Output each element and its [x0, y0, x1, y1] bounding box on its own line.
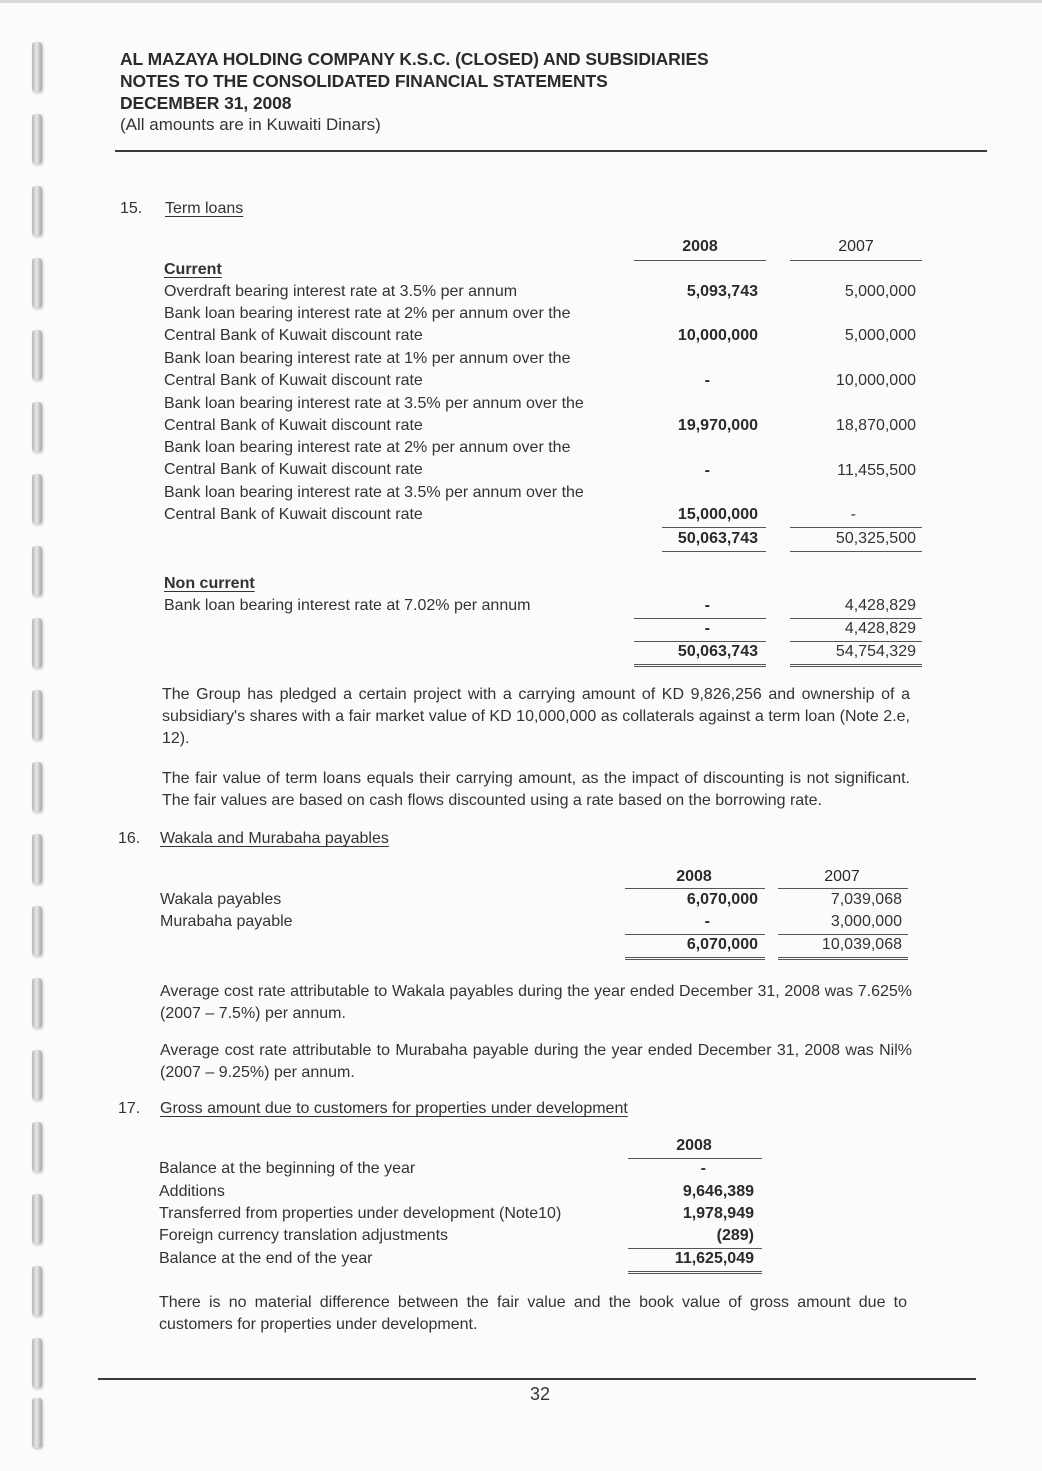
note-16-title: Wakala and Murabaha payables: [160, 830, 389, 847]
current-heading: Current: [164, 261, 222, 278]
note-16-year-2007: 2007: [824, 868, 860, 885]
note-15-year-2007: 2007: [838, 238, 874, 255]
loan-label: Central Bank of Kuwait discount rate: [164, 506, 423, 523]
movement-value: 1,978,949: [682, 1205, 754, 1222]
movement-value: 11,625,049: [674, 1250, 754, 1267]
note-16-wakala-paragraph: Average cost rate attributable to Wakala payables during the year ended December 31, 2008 was 7.625% (2007 – 7.5%) per annum.: [160, 983, 912, 1022]
document-header: [120, 48, 709, 136]
binding-hole: [32, 1050, 42, 1100]
noncurrent-value-2008: -: [704, 597, 710, 614]
subtotal-rule: [625, 934, 765, 935]
movement-label: Balance at the beginning of the year: [159, 1160, 416, 1177]
loan-label: Central Bank of Kuwait discount rate: [164, 372, 423, 389]
loan-label: Central Bank of Kuwait discount rate: [164, 327, 423, 344]
loan-label: Central Bank of Kuwait discount rate: [164, 461, 423, 478]
column-rule: [634, 260, 766, 261]
loan-label: Overdraft bearing interest rate at 3.5% per annum: [164, 283, 518, 300]
double-rule: [790, 664, 922, 667]
column-rule: [790, 260, 922, 261]
binding-hole: [32, 474, 42, 524]
note-15-year-2008: 2008: [682, 238, 718, 255]
grand-total-2008: 50,063,743: [677, 643, 758, 660]
loan-value-2007: 5,000,000: [844, 327, 916, 344]
noncurrent-heading: Non current: [164, 575, 255, 592]
page-number: 32: [529, 1384, 551, 1404]
currency-note: (All amounts are in Kuwaiti Dinars): [120, 115, 381, 134]
binding-hole: [32, 402, 42, 452]
note-17-paragraph: There is no material difference between the fair value and the book value of gross amount due to customers for properties under development.: [159, 1294, 907, 1333]
loan-value-2008: -: [704, 462, 710, 479]
movement-value: 9,646,389: [682, 1183, 754, 1200]
subtotal-rule: [790, 527, 922, 528]
noncurrent-label: Bank loan bearing interest rate at 7.02% per annum: [164, 597, 531, 614]
double-rule: [634, 664, 766, 667]
murabaha-label: Murabaha payable: [160, 913, 293, 930]
double-rule: [628, 1271, 762, 1274]
binding-hole: [32, 1398, 42, 1448]
loan-value-2007: 11,455,500: [837, 462, 916, 479]
loan-value-2007: 10,000,000: [835, 372, 916, 389]
binding-hole: [32, 1122, 42, 1172]
double-rule: [625, 957, 765, 960]
wakala-value-2007: 7,039,068: [830, 891, 902, 908]
loan-value-2008: 10,000,000: [677, 327, 758, 344]
loan-label: Central Bank of Kuwait discount rate: [164, 417, 423, 434]
top-edge: [0, 0, 1042, 3]
current-total-2007: 50,325,500: [835, 530, 916, 547]
grand-total-2007: 54,754,329: [835, 643, 916, 660]
binding-hole: [32, 186, 42, 236]
noncurrent-total-2008: -: [704, 620, 710, 637]
note-17-number: 17.: [118, 1100, 141, 1117]
loan-label: Bank loan bearing interest rate at 2% per annum over the: [164, 305, 571, 322]
movement-label: Foreign currency translation adjustments: [159, 1227, 449, 1244]
binding-hole: [32, 978, 42, 1028]
total-rule: [662, 551, 766, 552]
subtotal-rule: [628, 1248, 762, 1249]
loan-value-2007: 5,000,000: [844, 283, 916, 300]
binding-hole: [32, 906, 42, 956]
loan-value-2007: -: [850, 506, 856, 523]
movement-value: (289): [716, 1227, 754, 1244]
binding-hole: [32, 1194, 42, 1244]
noncurrent-value-2007: 4,428,829: [844, 597, 916, 614]
note-17-title: Gross amount due to customers for properties under development: [160, 1100, 628, 1117]
movement-value: -: [700, 1160, 706, 1177]
movement-label: Balance at the end of the year: [159, 1250, 373, 1267]
column-rule: [625, 888, 765, 889]
current-total-2008: 50,063,743: [677, 530, 758, 547]
wakala-value-2008: 6,070,000: [686, 891, 758, 908]
double-rule: [778, 957, 908, 960]
loan-value-2008: 19,970,000: [677, 417, 758, 434]
binding-hole: [32, 762, 42, 812]
company-name: AL MAZAYA HOLDING COMPANY K.S.C. (CLOSED) AND SUBSIDIARIES: [120, 49, 709, 69]
note-16-total-2007: 10,039,068: [821, 936, 902, 953]
loan-value-2008: 15,000,000: [677, 506, 758, 523]
binding-hole: [32, 114, 42, 164]
document-title: NOTES TO THE CONSOLIDATED FINANCIAL STATEMENTS: [120, 71, 608, 91]
column-rule: [628, 1158, 762, 1159]
header-rule: [115, 150, 987, 152]
loan-value-2008: 5,093,743: [686, 283, 758, 300]
binding-hole: [32, 1266, 42, 1316]
binding-hole: [32, 42, 42, 92]
binding-hole: [32, 834, 42, 884]
footer-rule: [98, 1378, 976, 1380]
binding-hole: [32, 546, 42, 596]
noncurrent-total-2007: 4,428,829: [844, 620, 916, 637]
movement-label: Transferred from properties under development (Note10): [159, 1205, 562, 1222]
murabaha-value-2008: -: [704, 913, 710, 930]
note-16-year-2008: 2008: [676, 868, 712, 885]
binding-hole: [32, 258, 42, 308]
note-16-murabaha-paragraph: Average cost rate attributable to Murabaha payable during the year ended December 31, 2008 was Nil% (2007 – 9.25%) per annum.: [160, 1042, 912, 1081]
loan-label: Bank loan bearing interest rate at 1% per annum over the: [164, 350, 571, 367]
loan-label: Bank loan bearing interest rate at 3.5% per annum over the: [164, 395, 584, 412]
subtotal-rule: [634, 641, 766, 642]
loan-value-2007: 18,870,000: [835, 417, 916, 434]
subtotal-rule: [778, 934, 908, 935]
subtotal-rule: [790, 618, 922, 619]
binding-holes: [28, 30, 48, 1450]
binding-hole: [32, 1338, 42, 1388]
loan-label: Bank loan bearing interest rate at 2% per annum over the: [164, 439, 571, 456]
note-15-collateral-paragraph: The Group has pledged a certain project with a carrying amount of KD 9,826,256 and ownership of a subsidiary's shares with a fair market value of KD 10,000,000 as collaterals against a term loan (Note 2.e, 12).: [162, 686, 910, 747]
note-16-number: 16.: [118, 830, 141, 847]
binding-hole: [32, 690, 42, 740]
note-15-title: Term loans: [165, 200, 244, 217]
total-rule: [790, 551, 922, 552]
note-16-total-2008: 6,070,000: [686, 936, 758, 953]
note-17-year-2008: 2008: [676, 1137, 712, 1154]
subtotal-rule: [662, 527, 766, 528]
note-15-fair-value-paragraph: The fair value of term loans equals their carrying amount, as the impact of discounting is not significant. The fair values are based on cash flows discounted using a rate based on the borrowing rate.: [162, 770, 910, 809]
wakala-label: Wakala payables: [160, 891, 282, 908]
column-rule: [778, 888, 908, 889]
movement-label: Additions: [159, 1183, 225, 1200]
binding-hole: [32, 330, 42, 380]
document-date: DECEMBER 31, 2008: [120, 93, 292, 113]
loan-label: Bank loan bearing interest rate at 3.5% per annum over the: [164, 484, 584, 501]
subtotal-rule: [790, 641, 922, 642]
note-15-number: 15.: [120, 200, 143, 217]
binding-hole: [32, 618, 42, 668]
murabaha-value-2007: 3,000,000: [830, 913, 902, 930]
loan-value-2008: -: [704, 372, 710, 389]
subtotal-rule: [634, 618, 766, 619]
